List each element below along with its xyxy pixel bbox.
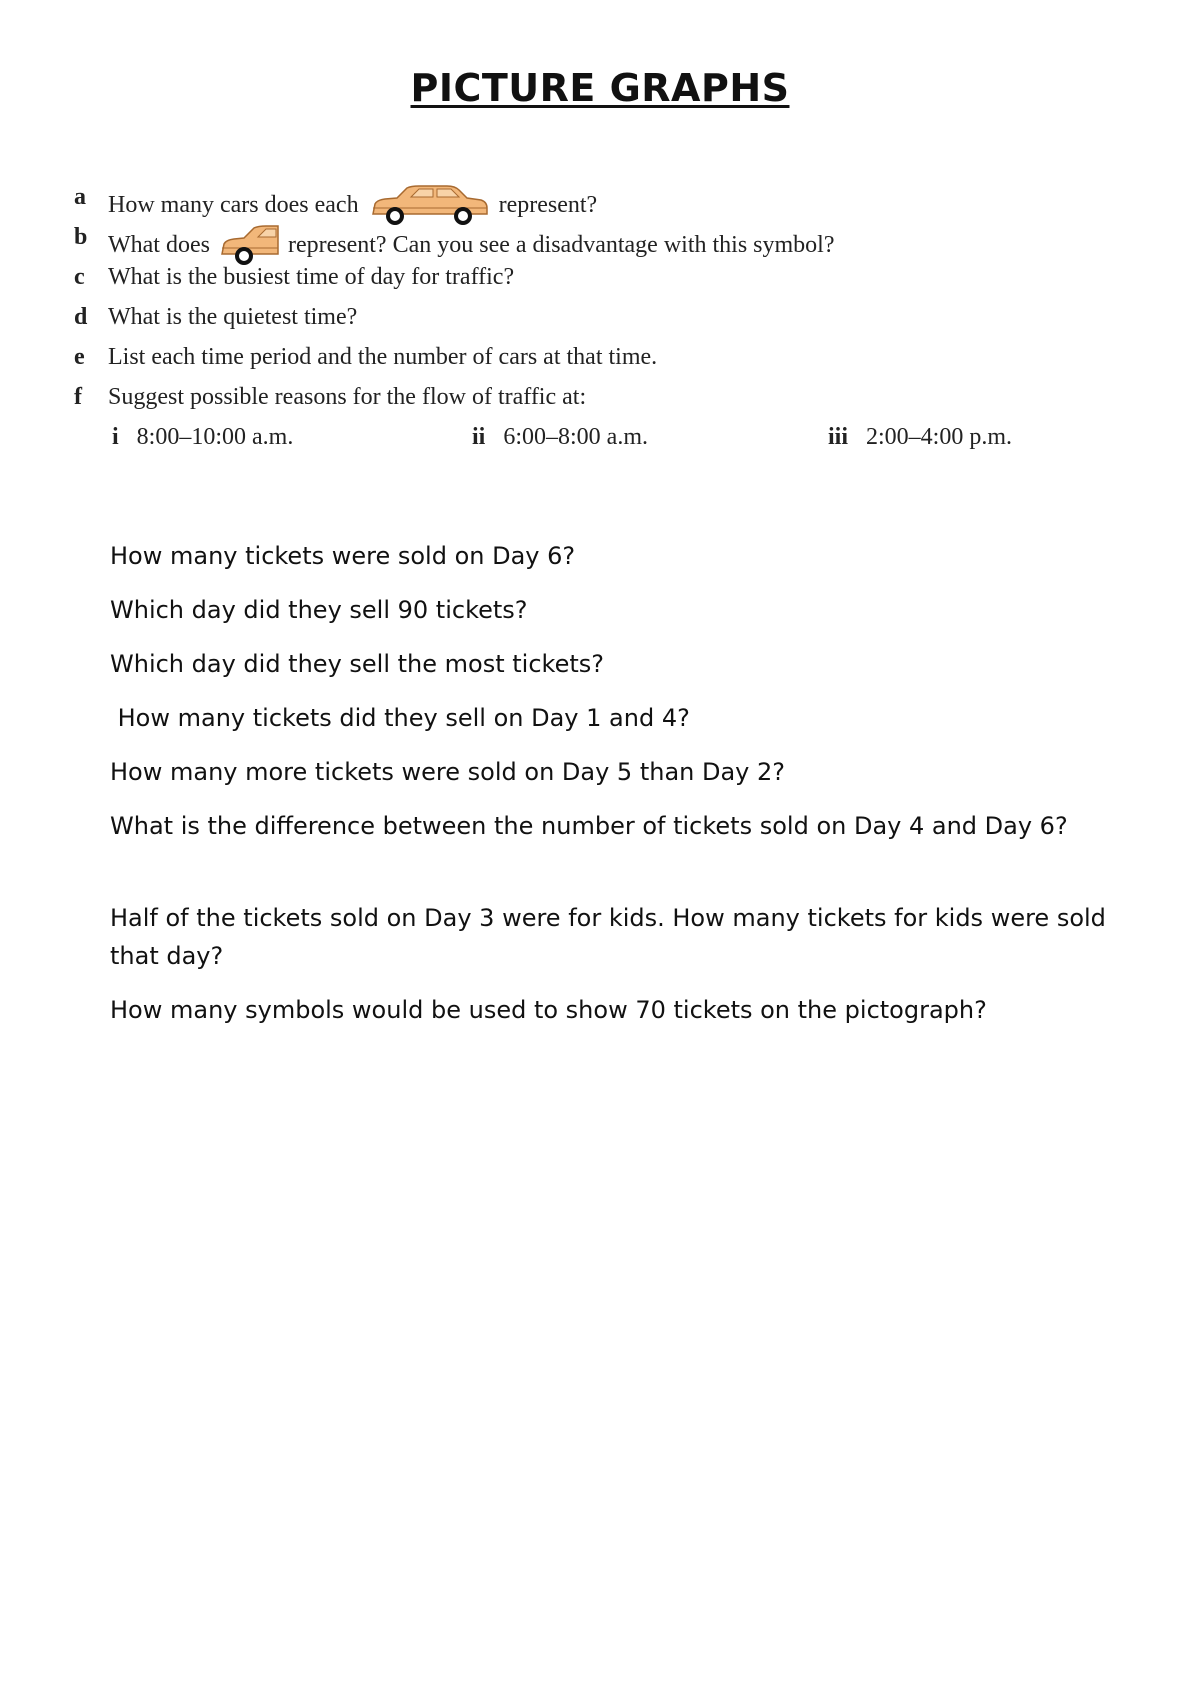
- sub-item-number: ii: [472, 424, 486, 450]
- question-f-subitems: [0, 424, 1200, 458]
- question-text: How many cars does each: [108, 191, 359, 218]
- ticket-question: How many tickets did they sell on Day 1 and 4?: [110, 704, 690, 732]
- ticket-question: Which day did they sell 90 tickets?: [110, 596, 528, 624]
- question-letter: b: [74, 224, 88, 250]
- ticket-question: How many more tickets were sold on Day 5 than Day 2?: [110, 758, 786, 786]
- sub-item: [828, 424, 1012, 451]
- question-text: List each time period and the number of cars at that time.: [108, 344, 658, 370]
- full-car-icon: [367, 184, 491, 226]
- question-text: Suggest possible reasons for the flow of traffic at:: [108, 384, 587, 410]
- question-text: What does: [108, 231, 210, 258]
- question-letter: c: [74, 264, 85, 290]
- sub-item-number: iii: [828, 424, 849, 450]
- sub-item: [112, 424, 293, 451]
- ticket-question: Which day did they sell the most tickets?: [110, 650, 604, 678]
- ticket-question: Half of the tickets sold on Day 3 were for kids. How many tickets for kids were sold that day?: [110, 904, 1106, 970]
- question-text: represent? Can you see a disadvantage with this symbol?: [287, 231, 835, 258]
- question-letter: a: [74, 184, 86, 210]
- question-text: represent?: [498, 191, 598, 218]
- question-letter: f: [74, 384, 82, 410]
- question-text: What is the busiest time of day for traffic?: [108, 264, 515, 290]
- ticket-question: How many symbols would be used to show 70 tickets on the pictograph?: [110, 996, 987, 1024]
- question-letter: e: [74, 344, 85, 370]
- sub-item: [472, 424, 648, 451]
- question-text: What is the quietest time?: [108, 304, 358, 330]
- ticket-question: What is the difference between the number of tickets sold on Day 4 and Day 6?: [110, 812, 1068, 840]
- sub-item-text: 8:00–10:00 a.m.: [136, 424, 294, 450]
- sub-item-text: 6:00–8:00 a.m.: [503, 424, 648, 450]
- sub-item-number: i: [112, 424, 119, 450]
- sub-item-text: 2:00–4:00 p.m.: [866, 424, 1013, 450]
- page-title: PICTURE GRAPHS: [410, 66, 790, 110]
- half-car-icon: [218, 224, 280, 266]
- ticket-question: How many tickets were sold on Day 6?: [110, 542, 576, 570]
- question-letter: d: [74, 304, 88, 330]
